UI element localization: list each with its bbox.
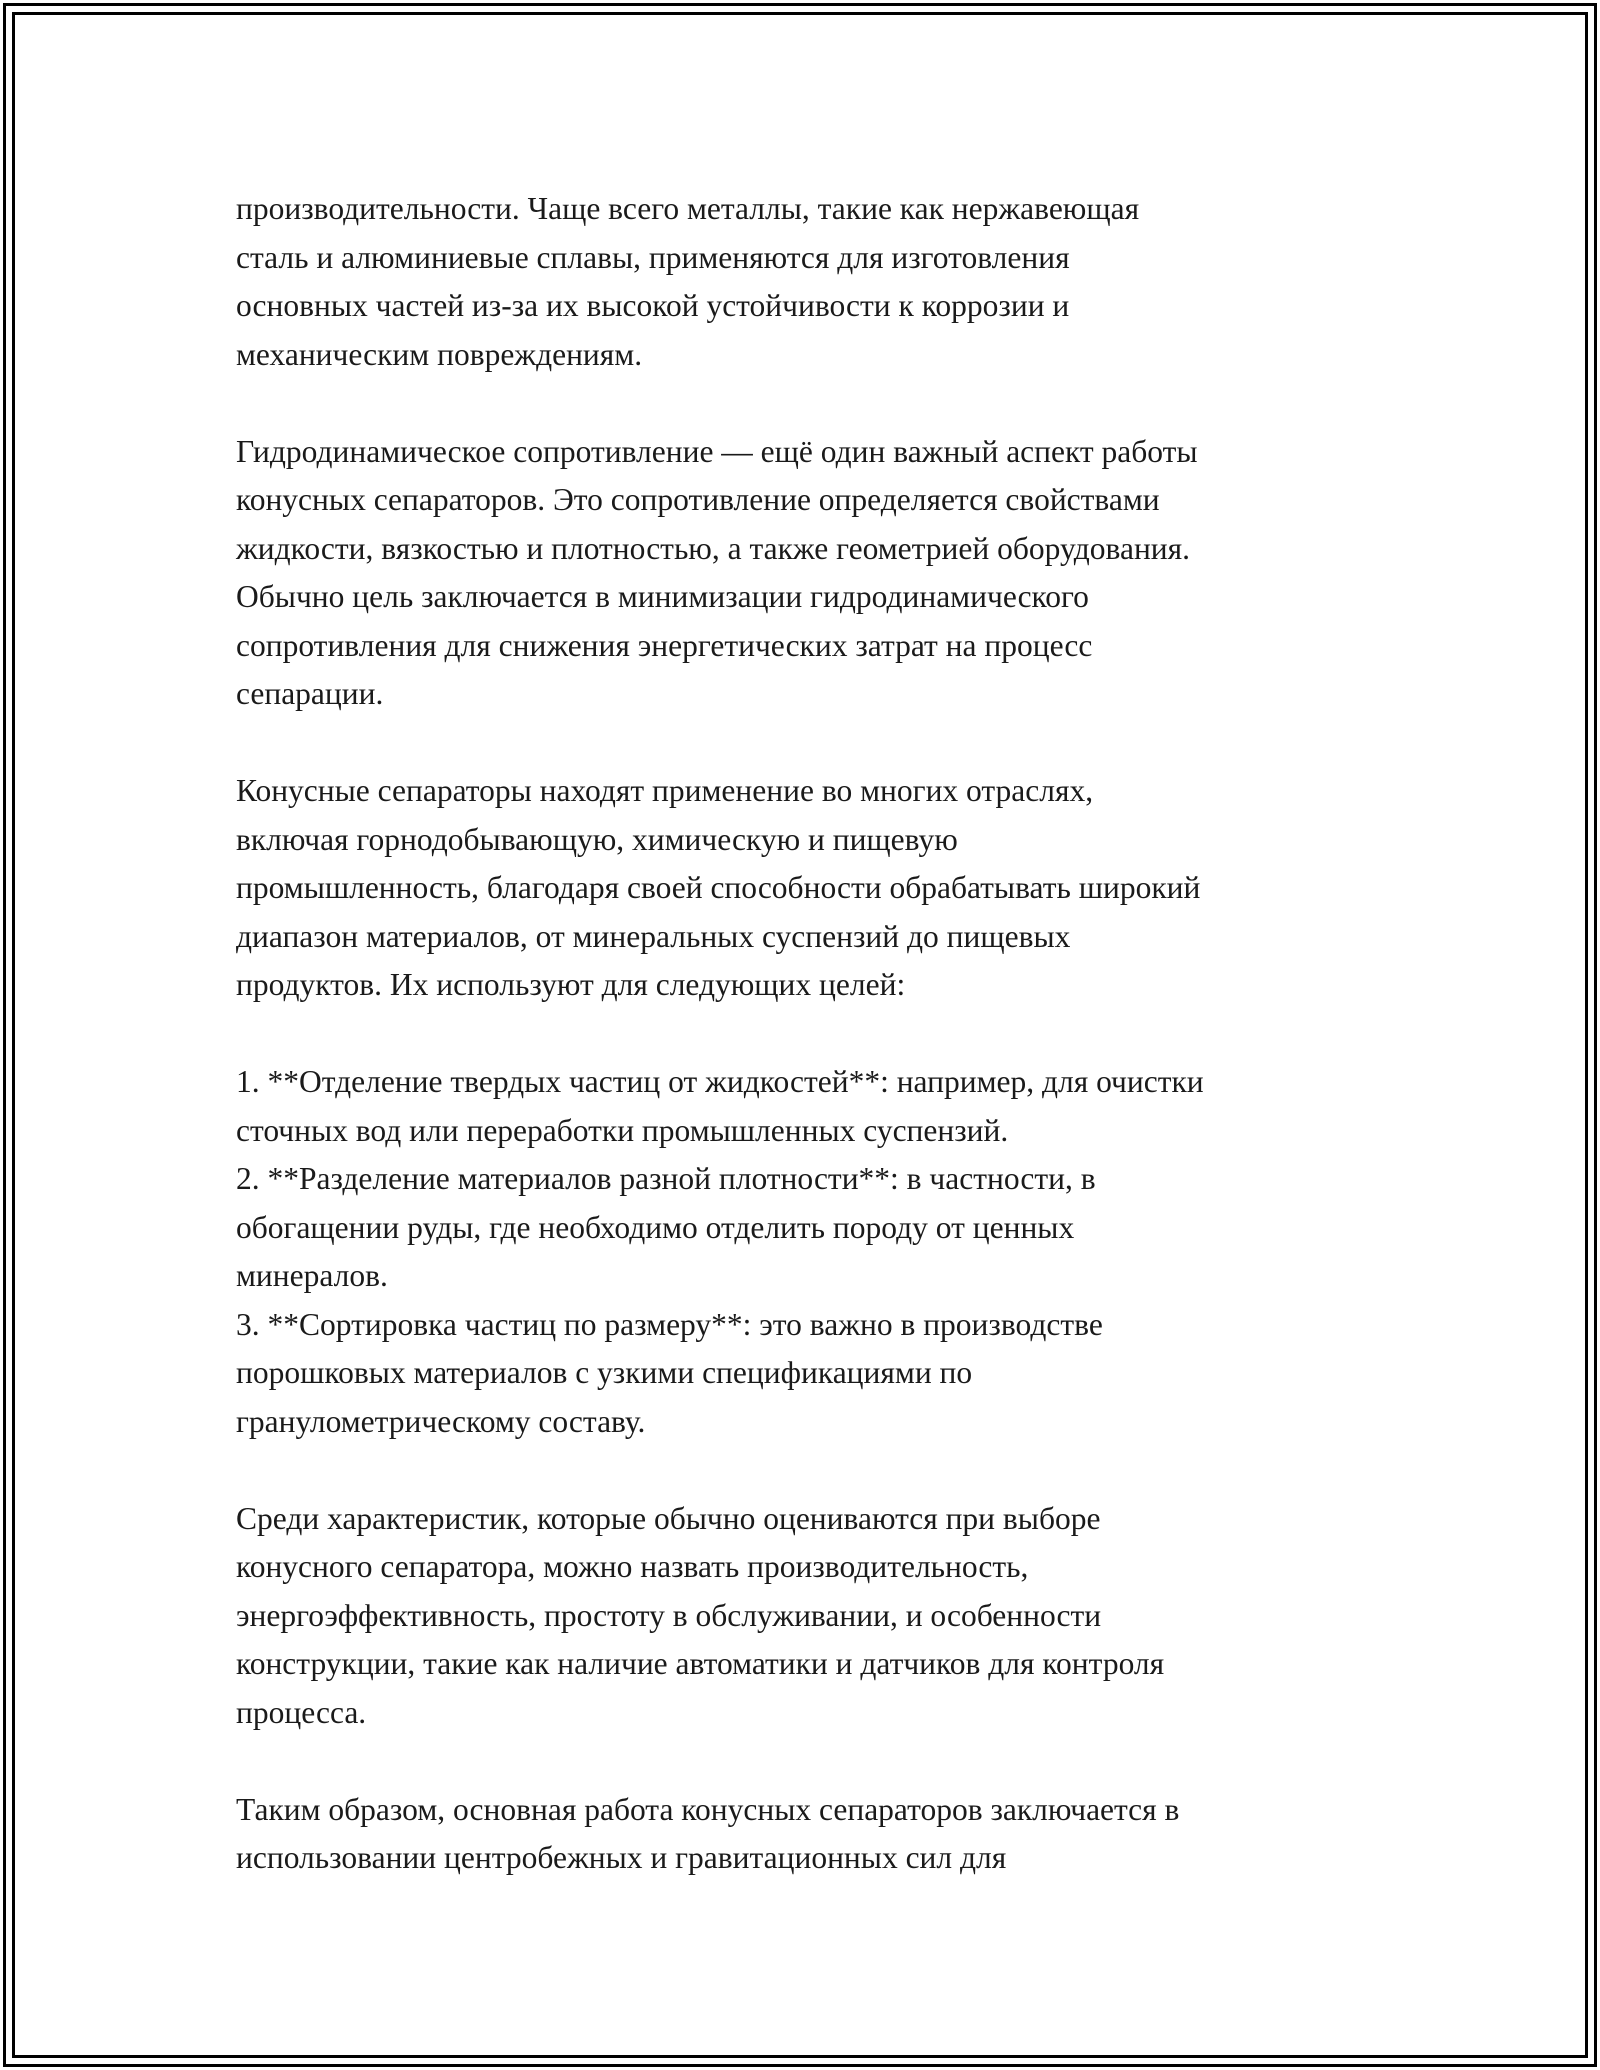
paragraph-selection-criteria: Среди характеристик, которые обычно оцениваются при выборе конусного сепаратора, можно назвать производительность, энергоэффективность, простоту в обслуживании, и особенности конструкции, такие как наличие автоматики и датчиков для контроля процесса.	[236, 1500, 1165, 1730]
document-body	[236, 185, 1376, 1883]
numbered-list-purposes: 1. **Отделение твердых частиц от жидкостей**: например, для очистки сточных вод или переработки промышленных суспензий. 2. **Разделение материалов разной плотности**: в частности, в обогащении руды, где необходимо отделить породу от ценных минералов. 3. **Сортировка частиц по размеру**: это важно в производстве порошковых материалов с узкими спецификациями по гранулометрическому составу.	[236, 1064, 1204, 1439]
paragraph-conclusion: Таким образом, основная работа конусных сепараторов заключается в использовании центробежных и гравитационных сил для	[236, 1791, 1180, 1875]
paragraph-materials: производительности. Чаще всего металлы, такие как нержавеющая сталь и алюминиевые сплавы, применяются для изготовления основных частей из-за их высокой устойчивости к коррозии и механическим повреждениям.	[236, 191, 1140, 372]
paragraph-hydrodynamic-resistance: Гидродинамическое сопротивление — ещё один важный аспект работы конусных сепараторов. Это сопротивление определяется свойствами жидкости, вязкостью и плотностью, а также геометрией оборудования. Обычно цель заключается в минимизации гидродинамического сопротивления для снижения энергетических затрат на процесс сепарации.	[236, 433, 1198, 711]
paragraph-applications: Конусные сепараторы находят применение во многих отраслях, включая горнодобывающую, химическую и пищевую промышленность, благодаря своей способности обрабатывать широкий диапазон материалов, от минеральных суспензий до пищевых продуктов. Их используют для следующих целей:	[236, 773, 1201, 1002]
